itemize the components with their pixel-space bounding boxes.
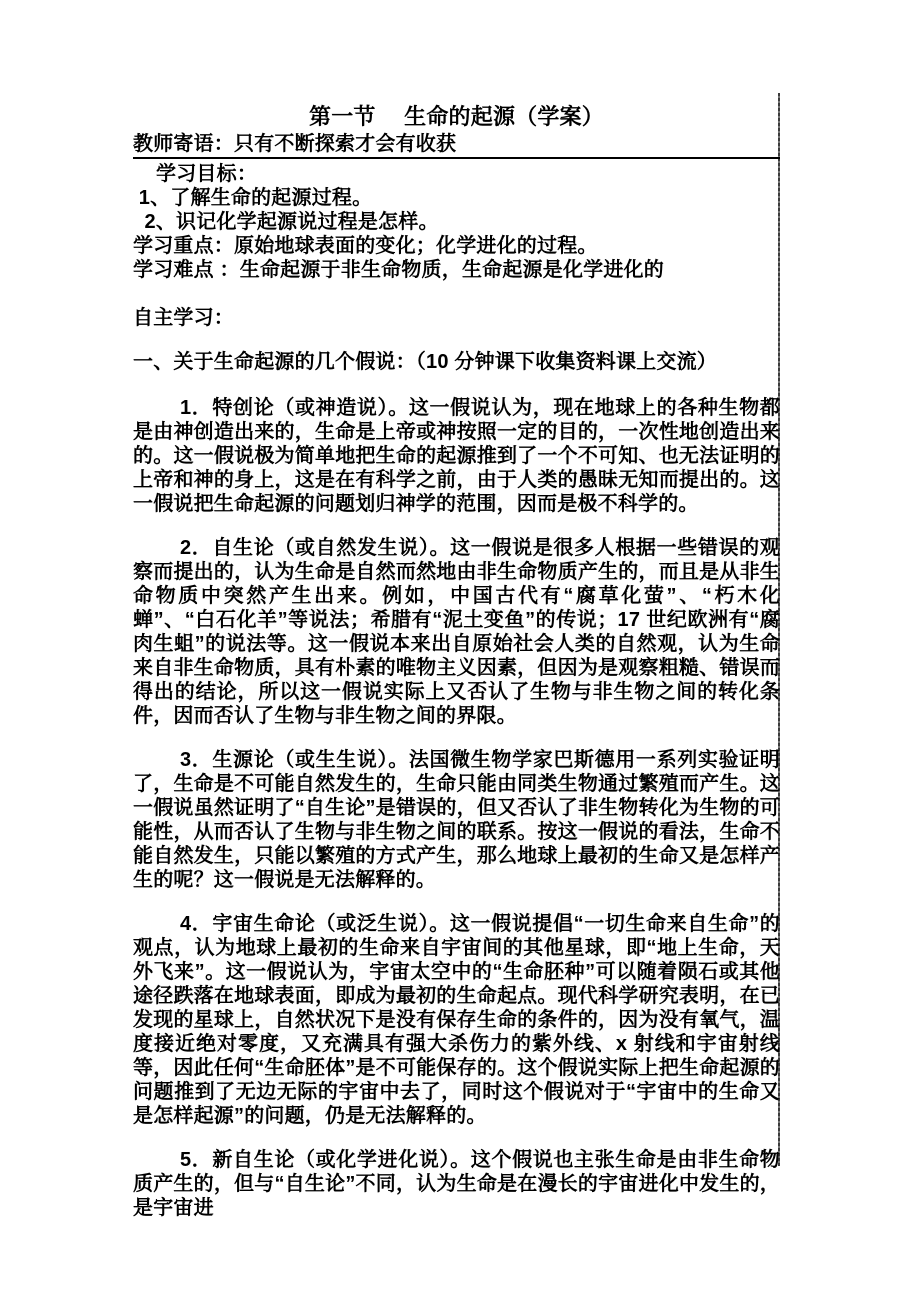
document-content bbox=[133, 0, 780, 1220]
objective-item-1: 1、了解生命的起源过程。 bbox=[133, 187, 373, 209]
section-one-heading: 一、关于生命起源的几个假说：（10 分钟课下收集资料课上交流） bbox=[133, 351, 718, 373]
hypothesis-paragraph-5: 5．新自生论（或化学进化说）。这个假说也主张生命是由非生命物质产生的，但与“自生论”不同，认为生命是在漫长的宇宙进化中发生的，是宇宙进 bbox=[133, 1149, 780, 1219]
study-key-points-line: 学习重点：原始地球表面的变化；化学进化的过程。 bbox=[133, 235, 598, 257]
study-info-block bbox=[133, 162, 780, 282]
hypothesis-paragraph-4: 4．宇宙生命论（或泛生说）。这一假说提倡“一切生命来自生命”的观点，认为地球上最初的生命来自宇宙间的其他星球，即“地上生命，天外飞来”。这一假说认为，宇宙太空中的“生命胚种”可以随着陨石或其他途径跌落在地球表面，即成为最初的生命起点。现代科学研究表明，在已发现的星球上，自然状况下是没有保存生命的条件的，因为没有氧气，温度接近绝对零度，又充满具有强大杀伤力的紫外线、x 射线和宇宙射线等，因此任何“生命胚体”是不可能保存的。这个假说实际上把生命起源的问题推到了无边无际的宇宙中去了，同时这个假说对于“宇宙中的生命又是怎样起源”的问题，仍是无法解释的。 bbox=[133, 913, 780, 1127]
study-difficult-points-line: 学习难点 ：生命起源于非生命物质，生命起源是化学进化的 bbox=[133, 259, 664, 281]
study-objectives-heading: 学习目标： bbox=[133, 163, 258, 185]
hypothesis-paragraph-2: 2．自生论（或自然发生说）。这一假说是很多人根据一些错误的观察而提出的，认为生命是自然而然地由非生命物质产生的，而且是从非生命物质中突然产生出来。例如，中国古代有“腐草化萤”、“朽木化蝉”、“白石化羊”等说法；希腊有“泥土变鱼”的传说；17 世纪欧洲有“腐肉生蛆”的说法等。这一假说本来出自原始社会人类的自然观，认为生命来自非生命物质，具有朴素的唯物主义因素，但因为是观察粗糙、错误而得出的结论，所以这一假说实际上又否认了生物与非生物之间的转化条件，因而否认了生物与非生物之间的界限。 bbox=[133, 537, 780, 727]
teacher-message: 教师寄语：只有不断探索才会有收获 bbox=[133, 132, 780, 159]
self-study-heading: 自主学习： bbox=[133, 307, 234, 329]
objective-item-2: 2、识记化学起源说过程是怎样。 bbox=[133, 211, 439, 233]
hypothesis-paragraph-1: 1．特创论（或神造说）。这一假说认为，现在地球上的各种生物都是由神创造出来的，生命是上帝或神按照一定的目的，一次性地创造出来的。这一假说极为简单地把生命的起源推到了一个不可知、也无法证明的上帝和神的身上，这是在有科学之前，由于人类的愚昧无知而提出的。这一假说把生命起源的问题划归神学的范围，因而是极不科学的。 bbox=[133, 397, 780, 515]
page-title: 第一节 生命的起源（学案） bbox=[309, 104, 604, 129]
hypothesis-paragraph-3: 3．生源论（或生生说）。法国微生物学家巴斯德用一系列实验证明了，生命是不可能自然发生的，生命只能由同类生物通过繁殖而产生。这一假说虽然证明了“自生论”是错误的，但又否认了非生物转化为生物的可能性，从而否认了生物与非生物之间的联系。按这一假说的看法，生命不能自然发生，只能以繁殖的方式产生，那么地球上最初的生命又是怎样产生的呢？这一假说是无法解释的。 bbox=[133, 749, 780, 891]
